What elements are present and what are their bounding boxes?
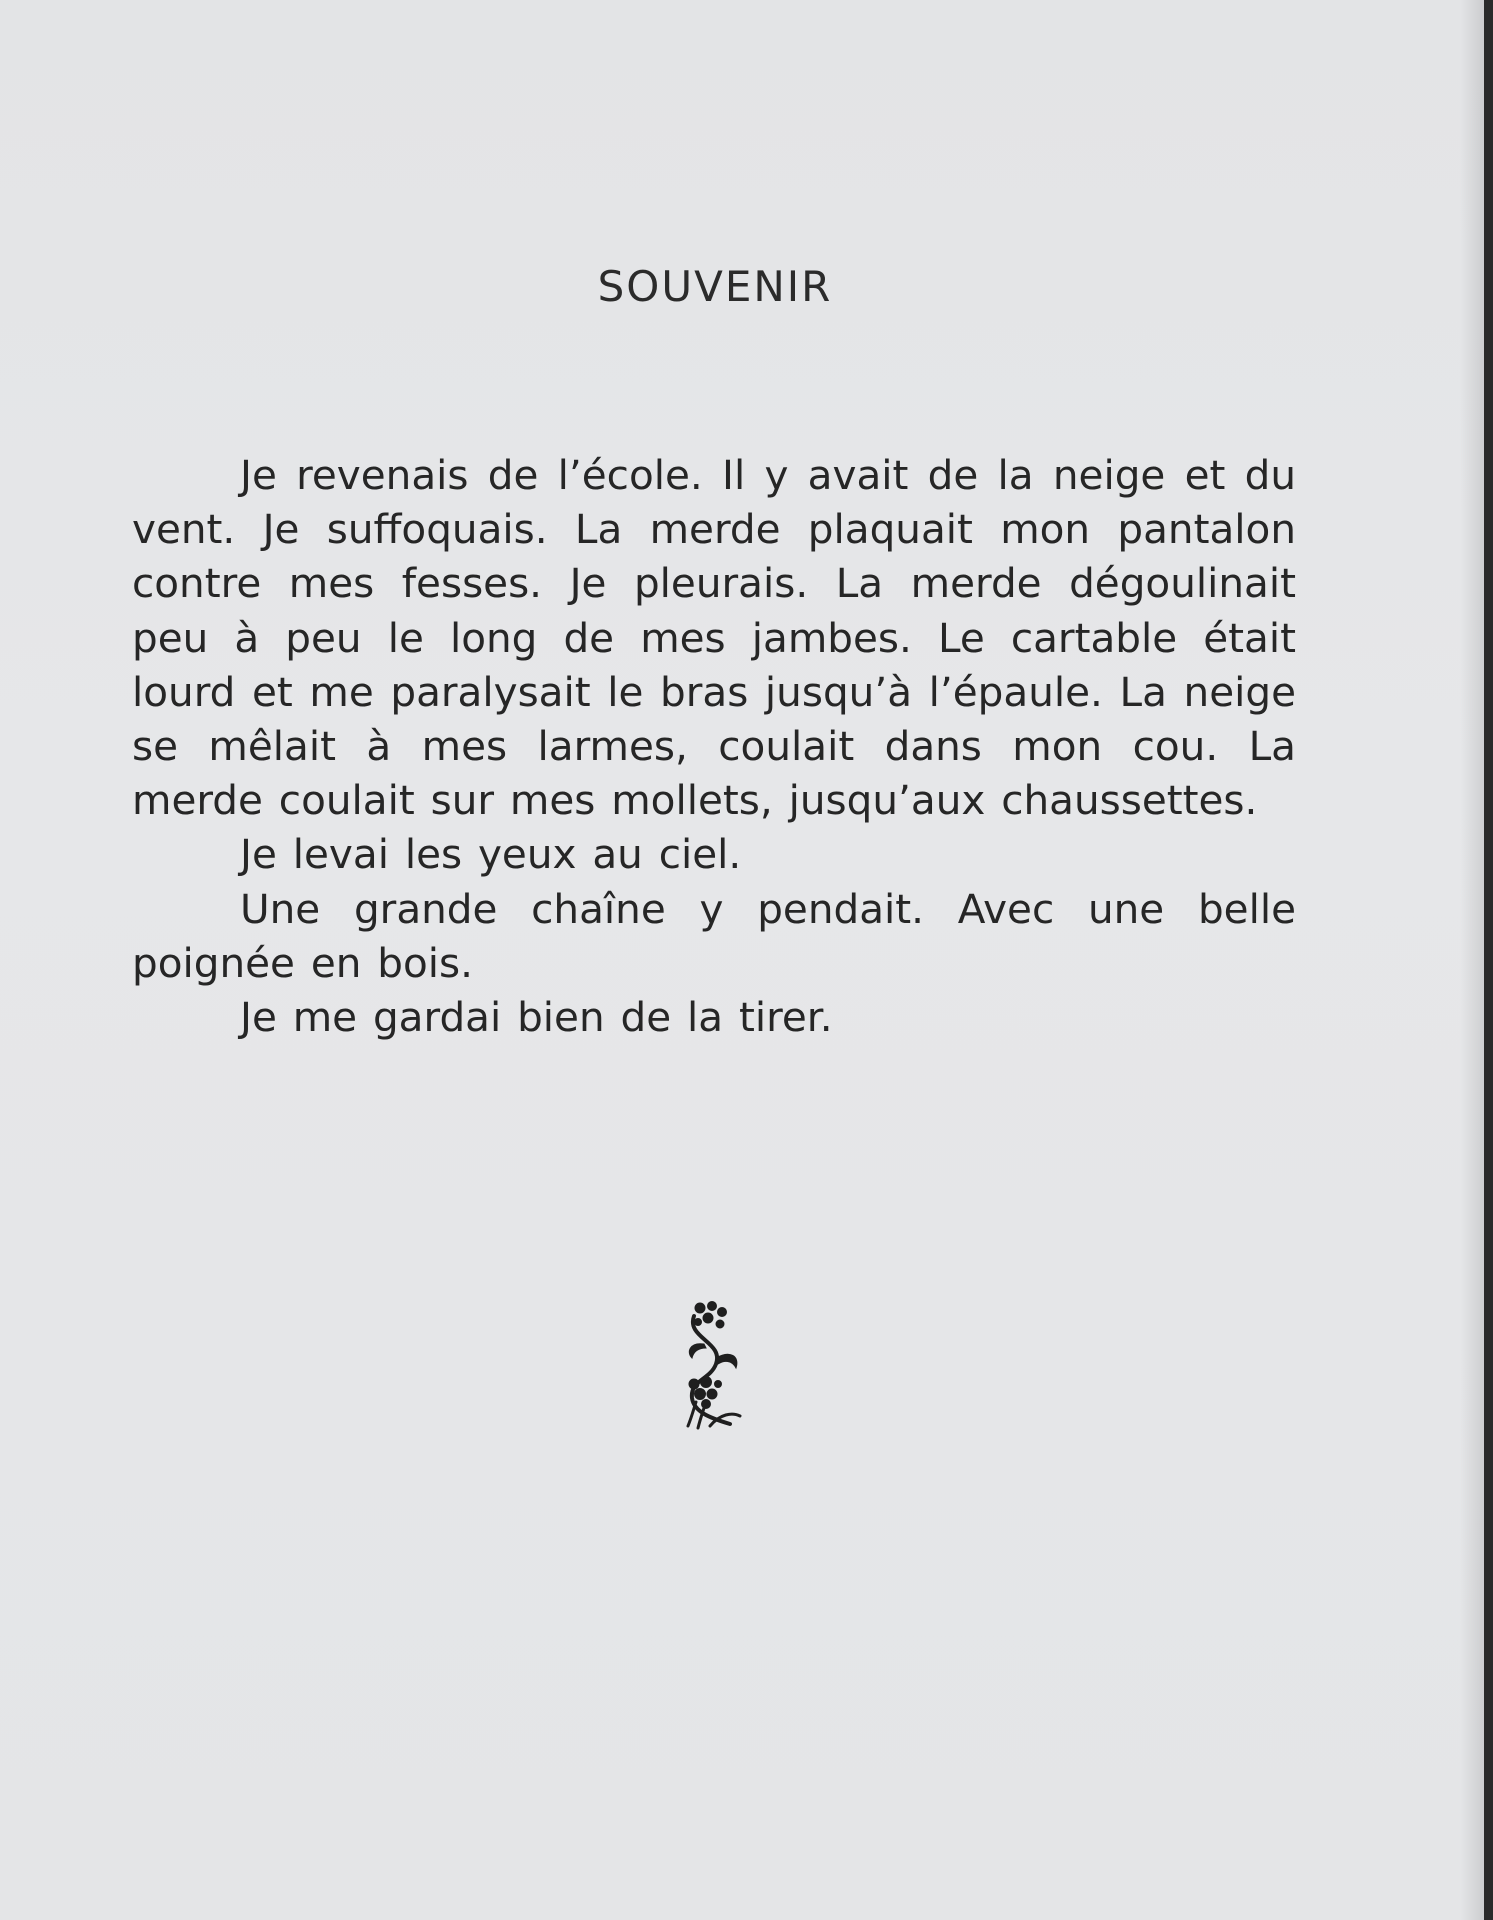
paragraph-2: Je levai les yeux au ciel.	[240, 830, 742, 879]
paragraph-3: Une grande chaîne y pendait. Avec une belle poignée en bois.	[132, 884, 1296, 987]
paragraph-1: Je revenais de l’école. Il y avait de la neige et du vent. Je suffoquais. La merde plaquait mon pantalon contre mes fesses. Je pleurais. La merde dégoulinait peu à peu le long de mes jambes. Le cartable était lourd et me paralysait le bras jusqu’à l’épaule. La neige se mêlait à mes larmes, coulait dans mon cou. La merde coulait sur mes mollets, jusqu’aux chaussettes.	[132, 451, 1296, 825]
body-text	[132, 448, 1296, 1044]
page-title: SOUVENIR	[597, 262, 833, 311]
paragraph-4: Je me gardai bien de la tirer.	[240, 993, 833, 1042]
floral-vine-ornament-icon	[680, 1298, 752, 1430]
page-edge-shadow	[1460, 0, 1484, 1920]
